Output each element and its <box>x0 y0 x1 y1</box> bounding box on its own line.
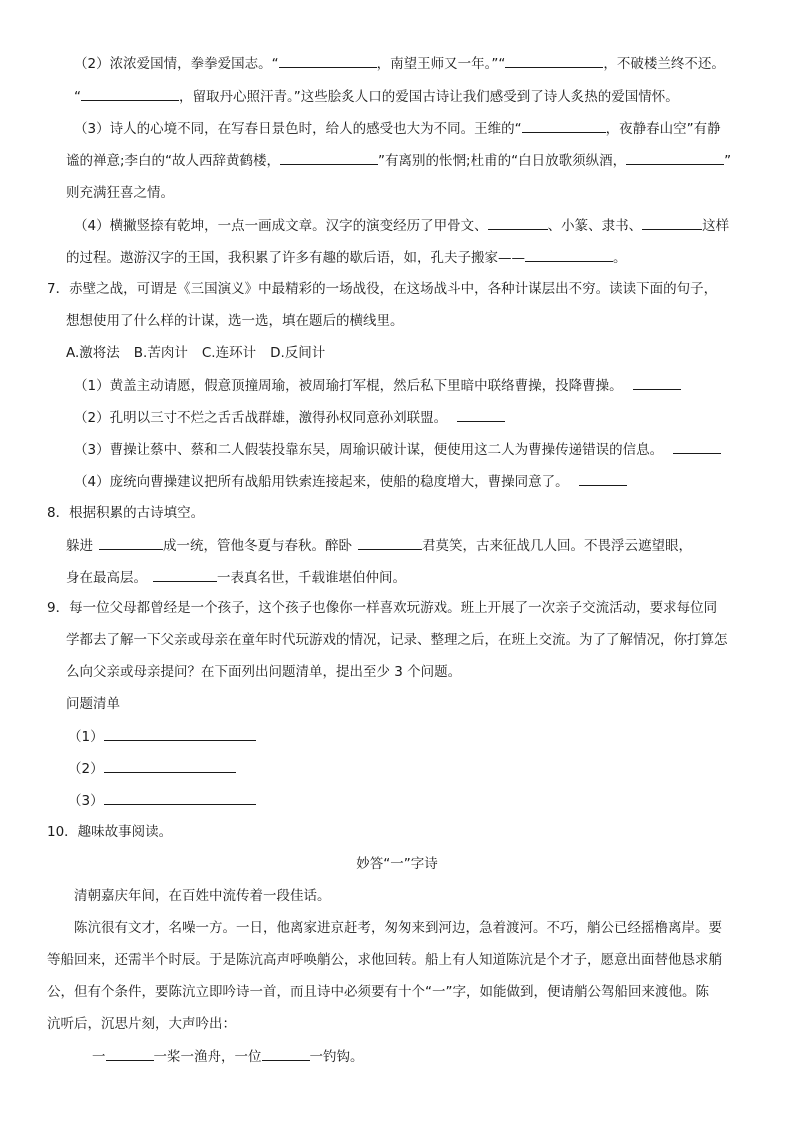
answer-blank[interactable] <box>505 53 603 68</box>
q6-part3-line2: 谧的禅意;李白的“故人西辞黄鹤楼， ”有离别的怅惘;杜甫的“白日放歌须纵酒， ” <box>66 150 731 171</box>
q8-line2: 身在最高层。 一表真名世，千载谁堪伯仲间。 <box>66 567 406 588</box>
answer-line[interactable] <box>104 726 256 741</box>
story-paragraph-2-line4: 沆听后，沉思片刻，大声吟出： <box>47 1016 236 1032</box>
q9-question-3: （3） <box>68 790 256 811</box>
option-b: B.苦肉计 <box>133 345 188 361</box>
answer-blank[interactable] <box>153 567 217 582</box>
answer-blank[interactable] <box>280 150 378 165</box>
option-c: C.连环计 <box>201 345 257 361</box>
answer-blank[interactable] <box>579 471 627 486</box>
q8-line1: 躲进 成一统，管他冬夏与春秋。醉卧 君莫笑，古来征战几人回。不畏浮云遮望眼， <box>66 535 692 556</box>
answer-blank[interactable] <box>673 439 721 454</box>
q7-options <box>66 343 325 363</box>
q9-stem-line3: 么向父亲或母亲提问？在下面列出问题清单，提出至少 3 个问题。 <box>66 664 462 680</box>
story-paragraph-1: 清朝嘉庆年间，在百姓中流传着一段佳话。 <box>74 888 331 904</box>
q7-item-2: （2）孔明以三寸不烂之舌舌战群雄，激得孙权同意孙刘联盟。 <box>74 407 505 428</box>
q6-part3-line3: 则充满狂喜之情。 <box>66 185 174 201</box>
q7-stem-line1: 7．赤壁之战，可谓是《三国演义》中最精彩的一场战役，在这场战斗中，各种计谋层出不穷。读读下面的句子， <box>47 281 718 297</box>
q6-part3-line1: （3）诗人的心境不同，在写春日景色时，给人的感受也大为不同。王维的“ ，夜静春山空”有静 <box>74 118 721 139</box>
story-paragraph-2-line2: 等船回来，还需半个时辰。于是陈沆高声呼唤艄公，求他回转。船上有人知道陈沆是个才子，愿意出面替他恳求艄 <box>47 952 722 968</box>
answer-blank[interactable] <box>457 407 505 422</box>
option-a: A.激将法 <box>66 345 120 361</box>
answer-line[interactable] <box>104 790 256 805</box>
q7-item-4: （4）庞统向曹操建议把所有战船用铁索连接起来，使船的稳度增大，曹操同意了。 <box>74 471 627 492</box>
q9-stem-line2: 学都去了解一下父亲或母亲在童年时代玩游戏的情况，记录、整理之后，在班上交流。为了了解情况，你打算怎 <box>66 632 728 648</box>
q7-item-1: （1）黄盖主动请愿，假意顶撞周瑜，被周瑜打军棍，然后私下里暗中联络曹操，投降曹操。 <box>74 375 681 396</box>
answer-blank[interactable] <box>262 1046 310 1061</box>
answer-blank[interactable] <box>488 215 548 230</box>
q6-part4-line1: （4）横撇竖捺有乾坤，一点一画成文章。汉字的演变经历了甲骨文、 、小篆、隶书、 这样 <box>74 215 729 236</box>
q7-stem-line2: 想想使用了什么样的计谋，选一选，填在题后的横线里。 <box>66 313 404 329</box>
story-paragraph-2-line3: 公，但有个条件，要陈沆立即吟诗一首，而且诗中必须要有十个“一”字，如能做到，便请艄公驾船回来渡他。陈 <box>47 984 709 1000</box>
answer-blank[interactable] <box>626 150 724 165</box>
answer-blank[interactable] <box>81 86 179 101</box>
q9-list-title: 问题清单 <box>66 696 120 712</box>
answer-blank[interactable] <box>525 247 613 262</box>
q9-stem-line1: 9．每一位父母都曾经是一个孩子，这个孩子也像你一样喜欢玩游戏。班上开展了一次亲子交流活动，要求每位同 <box>47 600 718 616</box>
q6-part2-line2: “ ，留取丹心照汗青。”这些脍炙人口的爱国古诗让我们感受到了诗人炙热的爱国情怀。 <box>74 86 679 107</box>
option-d: D.反间计 <box>270 345 326 361</box>
answer-blank[interactable] <box>106 1046 154 1061</box>
answer-blank[interactable] <box>642 215 702 230</box>
q10-stem: 10．趣味故事阅读。 <box>47 824 173 840</box>
q8-stem: 8．根据积累的古诗填空。 <box>47 505 205 521</box>
poem-line: 一 一桨一渔舟，一位 一钓钩。 <box>92 1046 364 1067</box>
answer-line[interactable] <box>104 758 236 773</box>
q9-question-2: （2） <box>68 758 236 779</box>
answer-blank[interactable] <box>279 53 377 68</box>
answer-blank[interactable] <box>633 375 681 390</box>
q6-part4-line2: 的过程。遨游汉字的王国，我积累了许多有趣的歇后语，如，孔夫子搬家—— 。 <box>66 247 627 268</box>
q9-question-1: （1） <box>68 726 256 747</box>
story-title: 妙答“一”字诗 <box>356 856 438 872</box>
answer-blank[interactable] <box>358 535 422 550</box>
story-paragraph-2-line1: 陈沆很有文才，名噪一方。一日，他离家进京赶考，匆匆来到河边，急着渡河。不巧，艄公已经摇橹离岸。要 <box>74 920 722 936</box>
answer-blank[interactable] <box>99 535 163 550</box>
q6-part2-line1: （2）浓浓爱国情，拳拳爱国志。“ ，南望王师又一年。”“ ，不破楼兰终不还。 <box>74 53 725 74</box>
q7-item-3: （3）曹操让蔡中、蔡和二人假装投靠东吴，周瑜识破计谋，便使用这二人为曹操传递错误的信息。 <box>74 439 721 460</box>
answer-blank[interactable] <box>522 118 606 133</box>
